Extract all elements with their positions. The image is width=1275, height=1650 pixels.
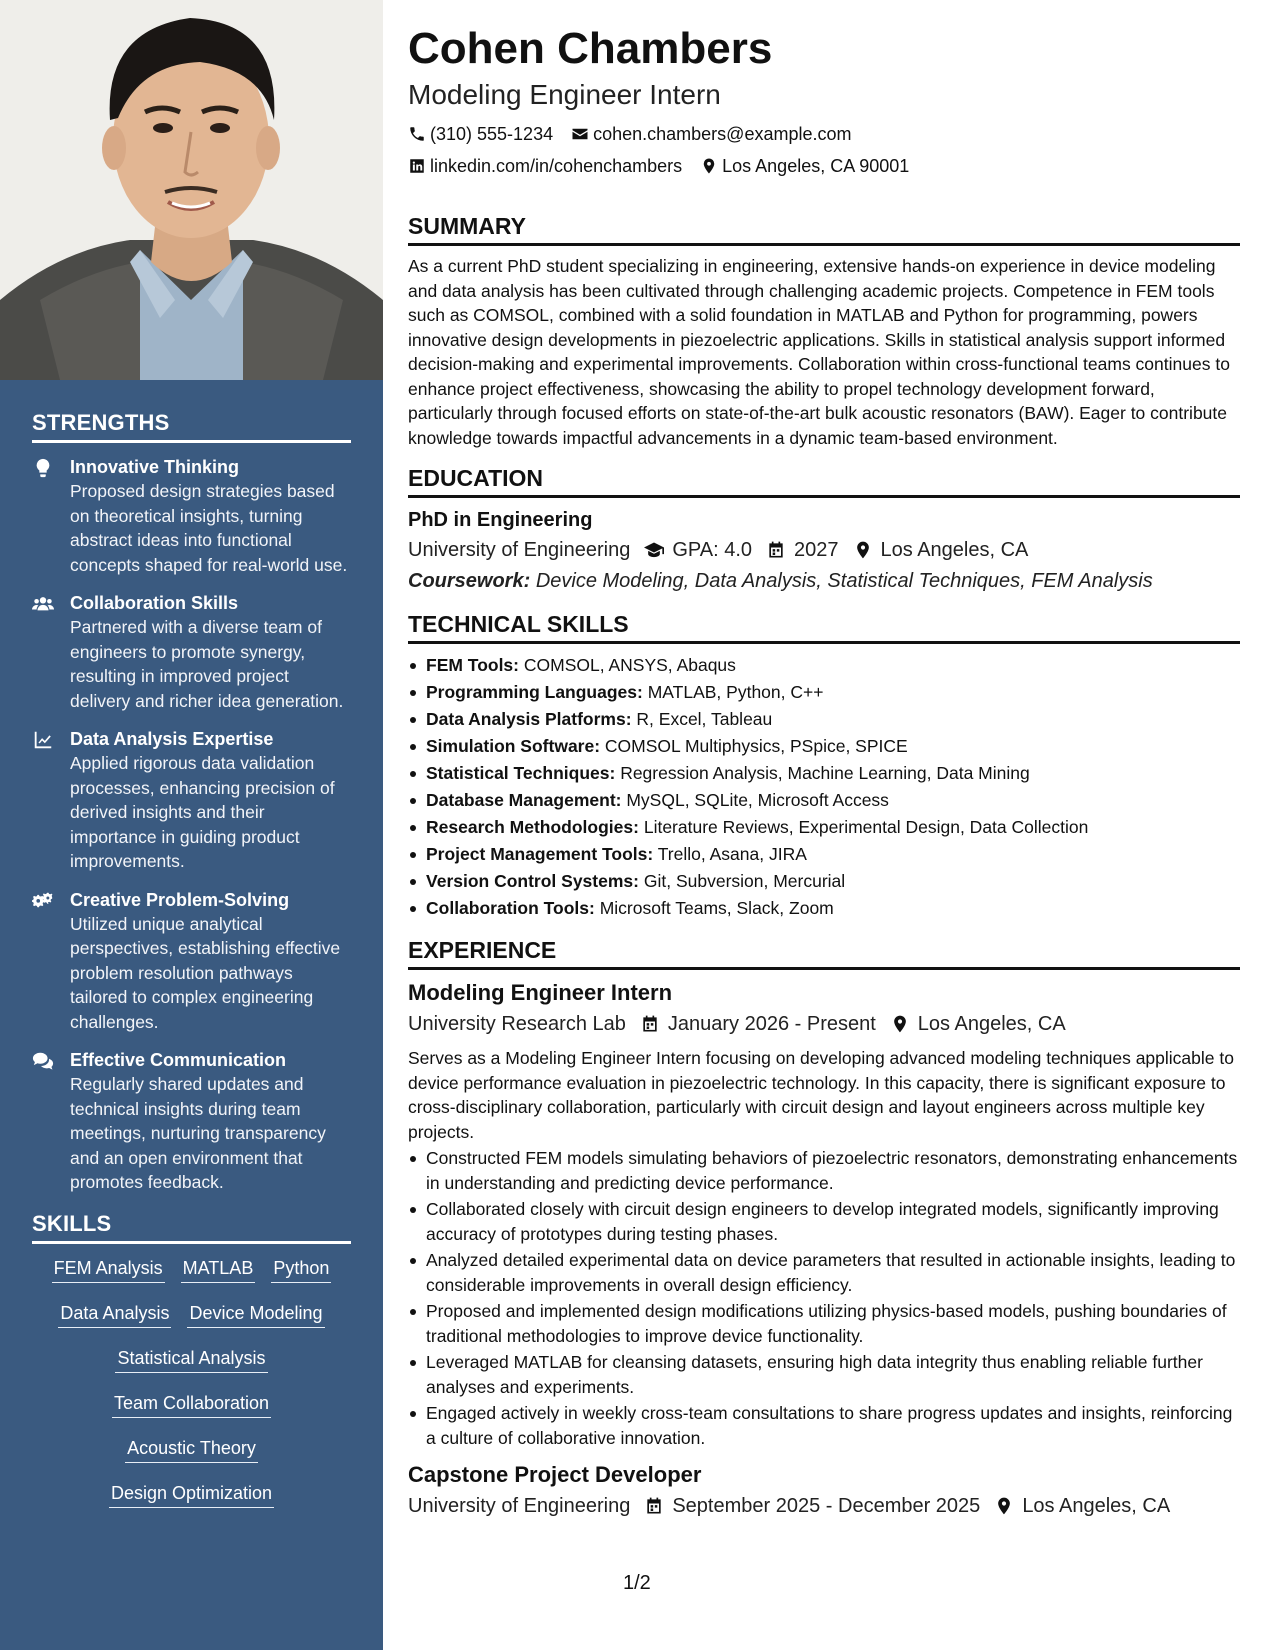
main-content: [408, 20, 1240, 1522]
job-entry: [408, 978, 1240, 1450]
job-meta: [408, 1490, 1240, 1522]
skill-tag: Statistical Analysis: [115, 1346, 267, 1373]
list-item: Statistical Techniques: Regression Analysis, Machine Learning, Data Mining: [408, 760, 1240, 787]
strength-desc: Regularly shared updates and technical insights during team meetings, nurturing transparency and an open environment that promotes feedback.: [70, 1074, 326, 1192]
location-contact: Los Angeles, CA 90001: [700, 150, 909, 182]
contact-row: [408, 118, 1240, 150]
experience-heading: EXPERIENCE: [408, 936, 1240, 970]
linkedin-contact[interactable]: linkedin.com/in/cohenchambers: [408, 150, 682, 182]
profile-photo: [0, 0, 383, 380]
list-item: Engaged actively in weekly cross-team consultations to share progress updates and insights, reinforcing a culture of collaborative innovation.: [408, 1401, 1240, 1450]
job-location: Los Angeles, CA: [890, 1008, 1066, 1040]
gears-icon: [32, 888, 70, 1035]
gpa: GPA: 4.0: [644, 534, 752, 566]
education-meta: [408, 534, 1240, 566]
strength-title: Collaboration Skills: [70, 593, 239, 613]
strength-item: [32, 455, 351, 577]
strength-title: Effective Communication: [70, 1050, 287, 1070]
sidebar-content: [32, 410, 351, 1526]
list-item: FEM Tools: COMSOL, ANSYS, Abaqus: [408, 652, 1240, 679]
envelope-icon: [571, 125, 589, 143]
map-pin-icon: [994, 1496, 1014, 1516]
list-item: Leveraged MATLAB for cleansing datasets, ensuring high data integrity thus enabling reliable further analyses and experiments.: [408, 1350, 1240, 1399]
list-item: Proposed and implemented design modifications utilizing physics-based models, pushing boundaries of traditional methodologies to improve device functionality.: [408, 1299, 1240, 1348]
technical-skills-section: [408, 610, 1240, 922]
list-item: Project Management Tools: Trello, Asana, JIRA: [408, 841, 1240, 868]
skill-tag: Design Optimization: [109, 1481, 274, 1508]
summary-section: [408, 212, 1240, 450]
linkedin-icon: [408, 157, 426, 175]
calendar-icon: [644, 1496, 664, 1516]
coursework: Coursework: Device Modeling, Data Analysis, Statistical Techniques, FEM Analysis: [408, 570, 1153, 592]
page-number: 1/2: [623, 1572, 651, 1594]
technical-skills-heading: TECHNICAL SKILLS: [408, 610, 1240, 644]
list-item: Database Management: MySQL, SQLite, Microsoft Access: [408, 787, 1240, 814]
skills-heading: SKILLS: [32, 1211, 351, 1244]
list-item: Constructed FEM models simulating behaviors of piezoelectric resonators, demonstrating enhancements in understanding and predicting device performance.: [408, 1146, 1240, 1195]
list-item: Data Analysis Platforms: R, Excel, Tableau: [408, 706, 1240, 733]
degree: PhD in Engineering: [408, 509, 593, 531]
skill-tag: MATLAB: [181, 1256, 256, 1283]
school-name: University of Engineering: [408, 539, 631, 561]
phone-contact[interactable]: (310) 555-1234: [408, 118, 553, 150]
strength-desc: Applied rigorous data validation processes, enhancing precision of derived insights and their importance in guiding product improvements.: [70, 753, 335, 871]
list-item: Simulation Software: COMSOL Multiphysics, PSpice, SPICE: [408, 733, 1240, 760]
job-org: University Research Lab: [408, 1013, 626, 1035]
education-location: Los Angeles, CA: [853, 534, 1029, 566]
strength-desc: Partnered with a diverse team of engineers to promote synergy, resulting in improved project delivery and richer idea generation.: [70, 617, 344, 711]
strengths-heading: STRENGTHS: [32, 410, 351, 443]
technical-skills-list: [408, 652, 1240, 922]
skill-tag: Acoustic Theory: [125, 1436, 258, 1463]
users-icon: [32, 591, 70, 713]
strength-item: [32, 1048, 351, 1195]
sidebar: [0, 0, 383, 1650]
list-item: Programming Languages: MATLAB, Python, C++: [408, 679, 1240, 706]
comments-icon: [32, 1048, 70, 1195]
job-dates: September 2025 - December 2025: [644, 1490, 980, 1522]
calendar-icon: [640, 1014, 660, 1034]
candidate-title: Modeling Engineer Intern: [408, 79, 721, 110]
email-contact[interactable]: cohen.chambers@example.com: [571, 118, 851, 150]
summary-text: As a current PhD student specializing in engineering, extensive hands-on experience in device modeling and data analysis has been cultivated through challenging academic projects. Competence in FEM tools such as COMSOL, combined with a solid foundation in MATLAB and Python for programming, powers innovative design developments in piezoelectric applications. Skills in statistical analysis support informed decision-making and experimental improvements. Collaboration within cross-functional teams continues to enhance project effectiveness, showcasing the ability to propel technology development forward, particularly through focused efforts on state-of-the-art bulk acoustic resonators (BAW). Eager to contribute knowledge towards impactful advancements in a dynamic team-based environment.: [408, 256, 1230, 448]
graduation-cap-icon: [644, 540, 664, 560]
map-pin-icon: [890, 1014, 910, 1034]
job-location: Los Angeles, CA: [994, 1490, 1170, 1522]
graduation-year: 2027: [766, 534, 839, 566]
calendar-icon: [766, 540, 786, 560]
strength-title: Creative Problem-Solving: [70, 889, 290, 910]
candidate-name: Cohen Chambers: [408, 24, 773, 73]
chart-line-icon: [32, 727, 70, 874]
experience-section: [408, 936, 1240, 1522]
list-item: Analyzed detailed experimental data on device parameters that resulted in actionable insights, leading to considerable improvements in overall design efficiency.: [408, 1248, 1240, 1297]
job-org: University of Engineering: [408, 1495, 631, 1517]
map-pin-icon: [853, 540, 873, 560]
skill-tag: Device Modeling: [187, 1301, 324, 1328]
education-section: [408, 464, 1240, 596]
strength-item: [32, 591, 351, 713]
lightbulb-icon: [32, 455, 70, 577]
skills-list: [32, 1256, 351, 1508]
job-title: Modeling Engineer Intern: [408, 980, 673, 1005]
list-item: Collaborated closely with circuit design engineers to develop integrated models, significantly improving accuracy of prototypes during testing phases.: [408, 1197, 1240, 1246]
map-pin-icon: [700, 157, 718, 175]
job-dates: January 2026 - Present: [640, 1008, 876, 1040]
list-item: Collaboration Tools: Microsoft Teams, Slack, Zoom: [408, 895, 1240, 922]
job-bullets: [408, 1146, 1240, 1450]
skill-tag: Python: [271, 1256, 331, 1283]
contact-row: [408, 150, 1240, 182]
job-title: Capstone Project Developer: [408, 1462, 702, 1487]
education-heading: EDUCATION: [408, 464, 1240, 498]
strength-desc: Utilized unique analytical perspectives, establishing effective problem resolution pathways tailored to complex engineering challenges.: [70, 913, 341, 1032]
list-item: Version Control Systems: Git, Subversion, Mercurial: [408, 868, 1240, 895]
summary-heading: SUMMARY: [408, 212, 1240, 246]
strength-title: Innovative Thinking: [70, 457, 240, 477]
strength-item: [32, 727, 351, 874]
job-entry: [408, 1460, 1240, 1522]
job-meta: [408, 1008, 1240, 1040]
list-item: Research Methodologies: Literature Reviews, Experimental Design, Data Collection: [408, 814, 1240, 841]
strength-item: [32, 888, 351, 1035]
skill-tag: Data Analysis: [58, 1301, 171, 1328]
skill-tag: Team Collaboration: [112, 1391, 271, 1418]
skill-tag: FEM Analysis: [52, 1256, 165, 1283]
job-description: Serves as a Modeling Engineer Intern focusing on developing advanced modeling techniques applicable to device performance evaluation in piezoelectric technology. In this capacity, there is significant exposure to cross-disciplinary collaboration, particularly with circuit design and layout engineers across multiple key projects.: [408, 1048, 1234, 1142]
phone-icon: [408, 125, 426, 143]
strength-title: Data Analysis Expertise: [70, 729, 274, 749]
strength-desc: Proposed design strategies based on theoretical insights, turning abstract ideas into functional concepts shaped for real-world use.: [70, 481, 348, 575]
